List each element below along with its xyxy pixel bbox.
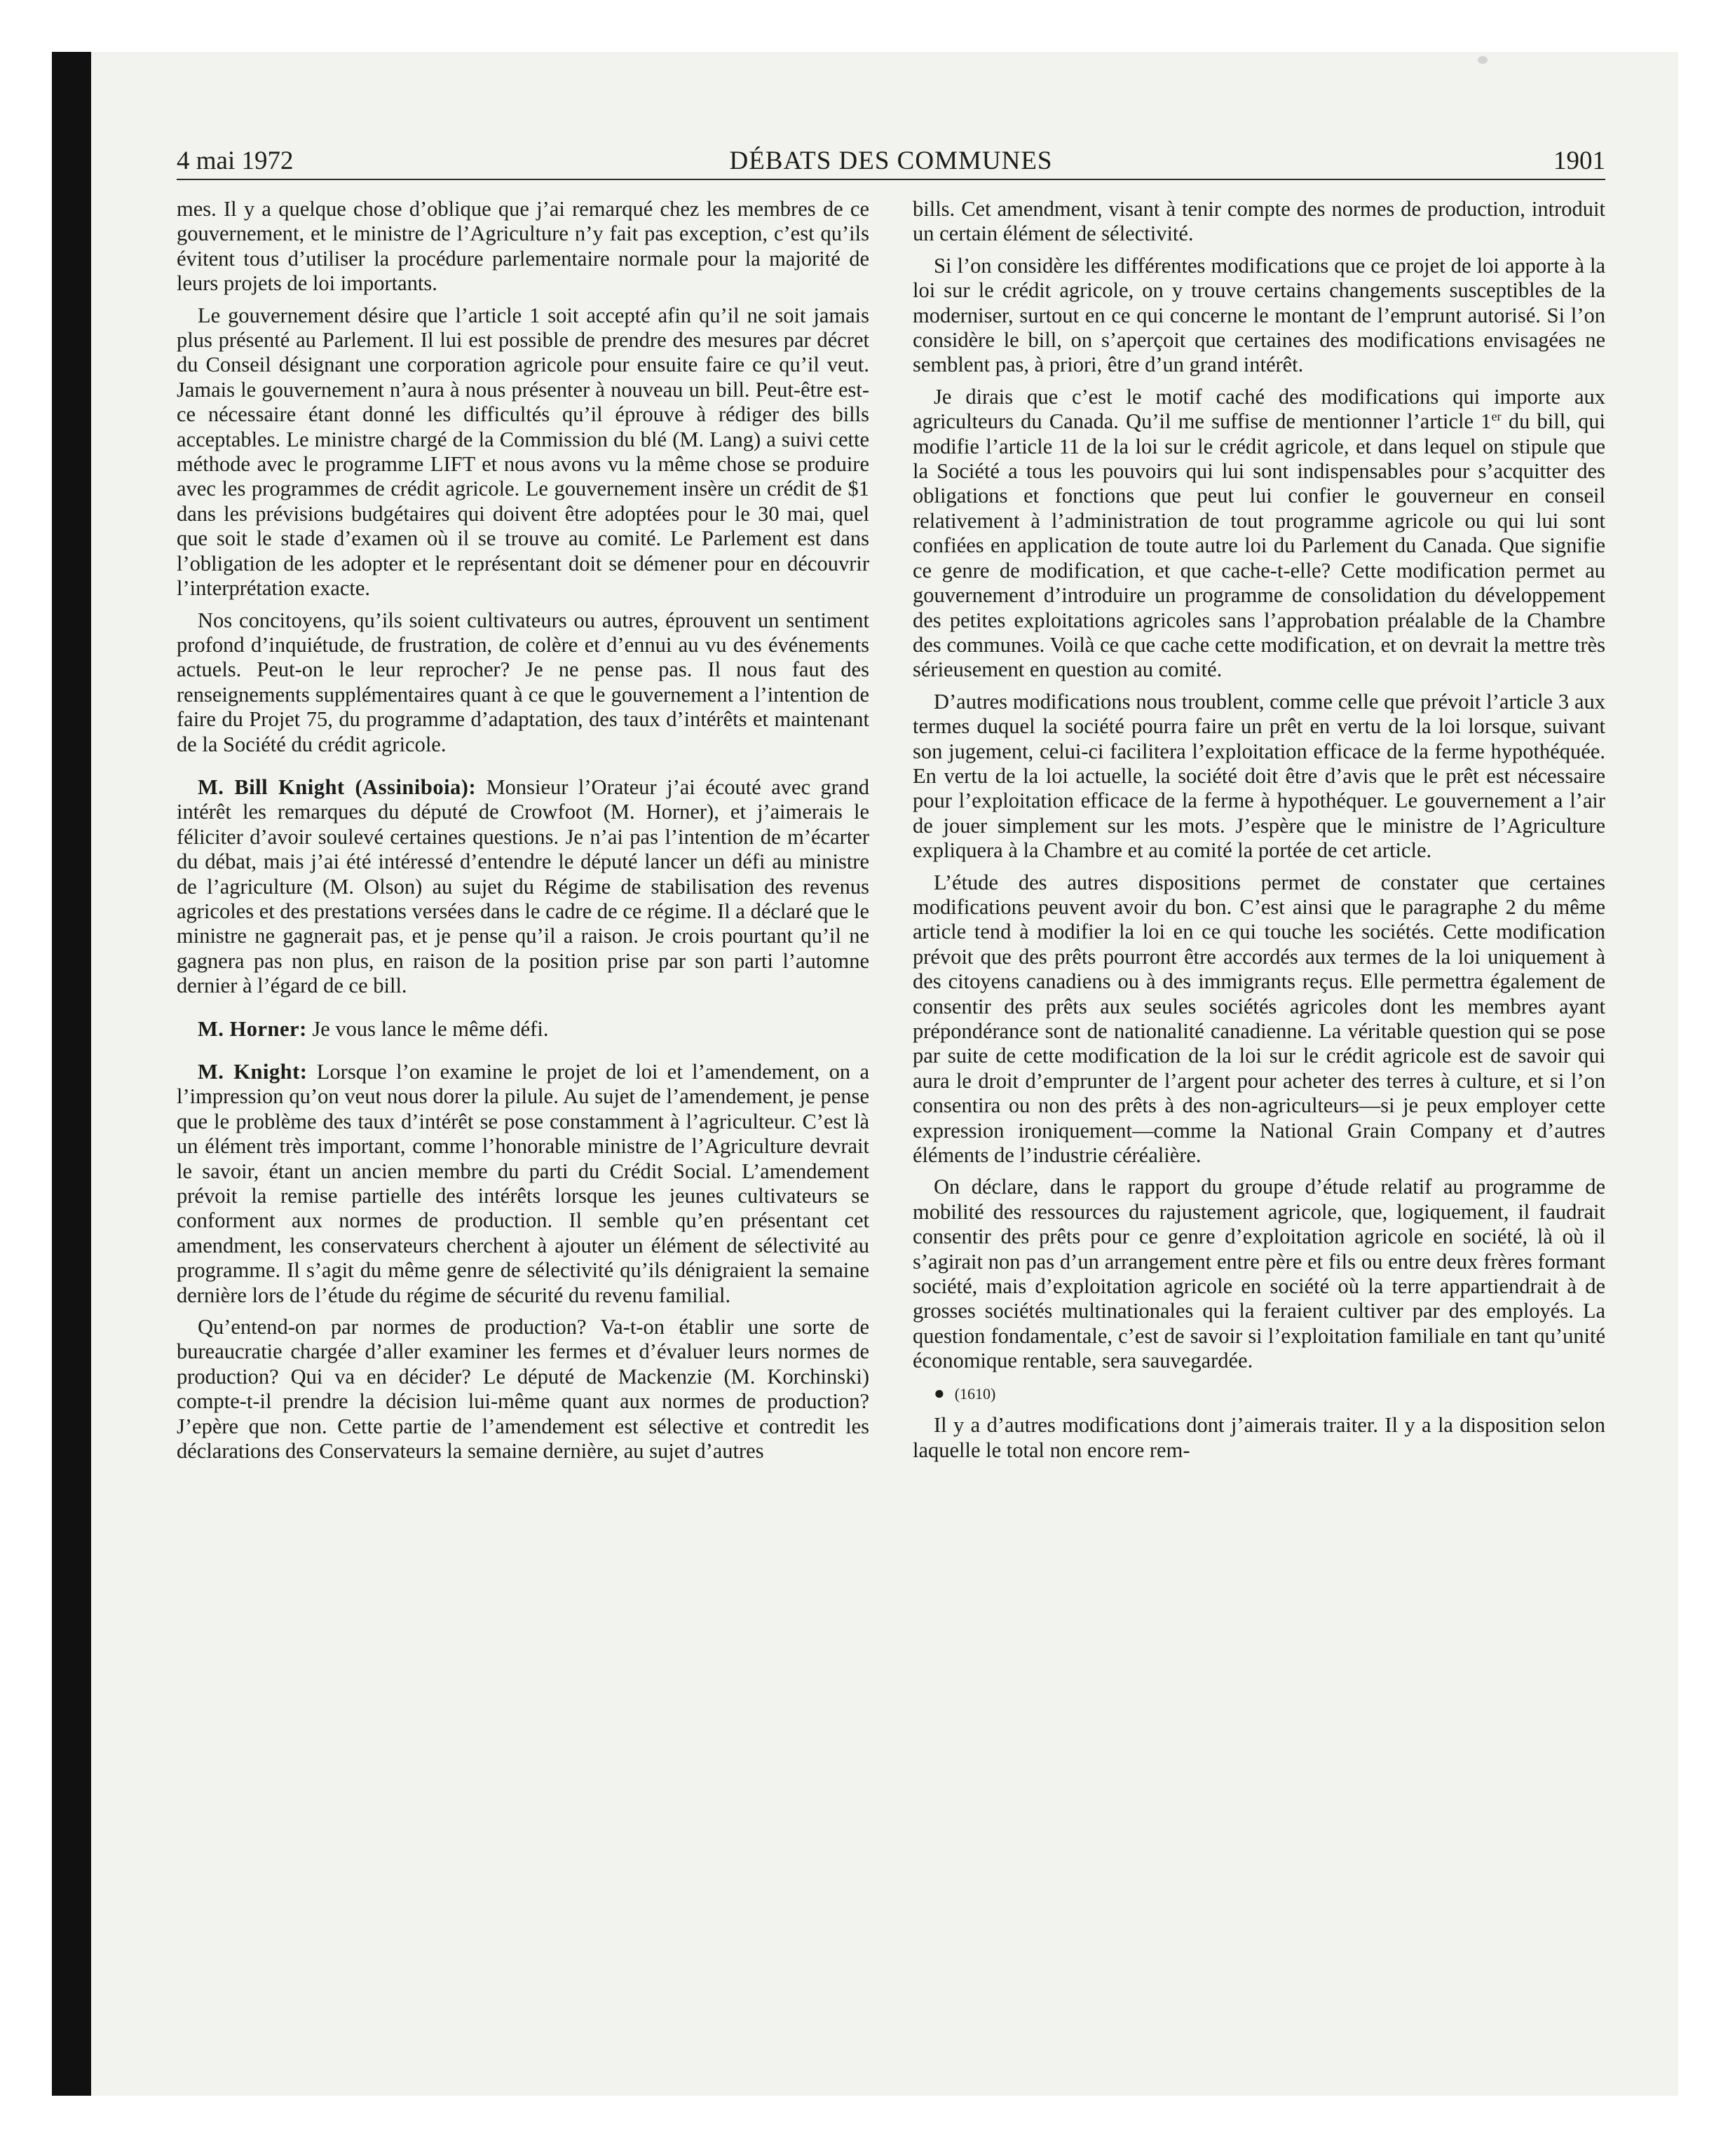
scan-edge-bar xyxy=(52,52,91,2096)
time-marker xyxy=(913,1381,1605,1406)
paragraph xyxy=(913,385,1605,683)
running-head xyxy=(177,144,1605,180)
speech-horner xyxy=(177,1017,869,1042)
left-column xyxy=(177,197,869,1471)
paragraph-text: du bill, qui modifie l’article 11 de la loi sur le crédit agricole, et dans lequel on stipule que la Société a tous les pouvoirs qui lui sont indispensables pour s’acquitter des obligations et fonctions que peut lui confier le gouverneur en conseil relativement à l’administration de tout programme agricole ou qui lui sont confiées en application de toute autre loi du Parlement du Canada. Que signifie ce genre de modification, et que cache-t-elle? Cette modification permet au gouvernement d’introduire un programme de consolidation du développement des petites exploitations agricoles sans l’approbation préalable de la Chambre des communes. Voilà ce que cache cette modification, et on devrait la mettre très sérieusement en question au comité. xyxy=(913,409,1605,682)
speech-knight xyxy=(177,775,869,999)
paragraph: Si l’on considère les différentes modifications que ce projet de loi apporte à la loi sur le crédit agricole, on y trouve certains changements susceptibles de la moderniser, surtout en ce qui concerne le montant de l’emprunt autorisé. Si l’on considère le bill, on s’aperçoit que certaines des modifications envisagées ne semblent pas, à priori, être d’un grand intérêt. xyxy=(913,253,1605,377)
scan-speck xyxy=(1478,56,1488,64)
speech-text: Monsieur l’Orateur j’ai écouté avec grand intérêt les remarques du député de Crowfoot (M. Horner), et j’aimerais le féliciter d’avoir soulevé certaines questions. Je n’ai pas l’intention de m’écarter du débat, mais j’ai été intéressé d’entendre le député lancer un défi au ministre de l’agriculture (M. Olson) au sujet du Régime de stabilisation des revenus agricoles et des prestations versées dans le cadre de ce régime. Il a déclaré que le ministre ne gagnerait pas, et je pense qu’il a raison. Je crois pourtant qu’il ne gagnera pas non plus, en raison de la position prise par son parti l’automne dernier à l’égard de ce bill. xyxy=(177,775,869,998)
speaker-name: M. Knight: xyxy=(198,1060,308,1084)
speech-knight-reply xyxy=(177,1060,869,1308)
superscript: er xyxy=(1491,409,1502,424)
paragraph: bills. Cet amendment, visant à tenir compte des normes de production, introduit un certain élément de sélectivité. xyxy=(913,197,1605,246)
paragraph-text: Je dirais que c’est le motif caché des modifications qui importe aux agriculteurs du Canada. Qu’il me suffise de mentionner l’article 1 xyxy=(913,384,1605,434)
paragraph: Qu’entend-on par normes de production? Va-t-on établir une sorte de bureaucratie chargée d’aller examiner les fermes et d’évaluer leurs normes de production? Qui va en décider? Le député de Mackenzie (M. Korchinski) compte-t-il prendre la décision lui-même quant aux normes de production? J’epère que non. Cette partie de l’amendement est sélective et contredit les déclarations des Conservateurs la semaine dernière, au sujet d’autres xyxy=(177,1315,869,1464)
header-title: DÉBATS DES COMMUNES xyxy=(729,146,1053,175)
speech-text: Lorsque l’on examine le projet de loi et l’amendement, on a l’impression qu’on veut nous dorer la pilule. Au sujet de l’amendement, je pense que le problème des taux d’intérêt se pose constamment à l’agriculteur. C’est là un élément très important, comme l’honorable ministre de l’Agriculture devrait le savoir, étant un ancien membre du parti du Crédit Social. L’amendement prévoit la remise partielle des intérêts lorsque les jeunes cultivateurs se conforment aux normes de production. Il semble qu’en présentant cet amendment, les conservateurs cherchent à ajouter un élément de sélectivité au programme. Il s’agit du même genre de sélectivité qu’ils dénigraient la semaine dernière lors de l’étude du régime de sécurité du revenu familial. xyxy=(177,1060,869,1307)
bullet-icon: ● xyxy=(934,1382,945,1403)
paragraph: Il y a d’autres modifications dont j’aimerais traiter. Il y a la disposition selon laquelle le total non encore rem- xyxy=(913,1413,1605,1462)
paragraph: D’autres modifications nous troublent, comme celle que prévoit l’article 3 aux termes duquel la société pourra faire un prêt en vertu de la loi lorsque, suivant son jugement, celui-ci facilitera l’exploitation efficace de la ferme hypothéquée. En vertu de la loi actuelle, la société doit être d’avis que le prêt est nécessaire pour l’exploitation efficace de la ferme à hypothéquer. Le gouvernement a l’air de jouer simplement sur les mots. J’espère que le ministre de l’Agriculture expliquera à la Chambre et au comité la portée de cet article. xyxy=(913,689,1605,863)
paragraph: Nos concitoyens, qu’ils soient cultivateurs ou autres, éprouvent un sentiment profond d’inquiétude, de frustration, de colère et d’ennui au vu des événements actuels. Peut-on le leur reprocher? Je ne pense pas. Il nous faut des renseignements supplémentaires quant à ce que le gouvernement a l’intention de faire du Projet 75, du programme d’adaptation, des taux d’intérêts et maintenant de la Société du crédit agricole. xyxy=(177,608,869,756)
right-column xyxy=(913,197,1605,1471)
speech-text: Je vous lance le même défi. xyxy=(306,1016,549,1041)
header-date: 4 mai 1972 xyxy=(177,146,294,175)
time-stamp: (1610) xyxy=(954,1384,996,1403)
paragraph: Le gouvernement désire que l’article 1 soit accepté afin qu’il ne soit jamais plus présenté au Parlement. Il lui est possible de prendre des mesures par décret du Conseil désignant une corporation agricole pour ensuite faire ce qu’il veut. Jamais le gouvernement n’aura à nous présenter à nouveau un bill. Peut-être est-ce nécessaire étant donné les difficultés qu’il éprouve à rédiger des bills acceptables. Le ministre chargé de la Commission du blé (M. Lang) a suivi cette méthode avec le programme LIFT et nous avons vu la même chose se produire avec les programmes de crédit agricole. Le gouvernement insère un crédit de $1 dans les prévisions budgétaires qui doivent être adoptées pour le 30 mai, quel que soit le stade d’examen où il se trouve au comité. Le Parlement est dans l’obligation de les adopter et le représentant doit se démener pour en découvrir l’interprétation exacte. xyxy=(177,303,869,601)
text-columns xyxy=(177,197,1605,1471)
speaker-name: M. Bill Knight (Assiniboia): xyxy=(198,775,477,799)
hansard-page xyxy=(177,144,1605,1471)
paragraph: mes. Il y a quelque chose d’oblique que j’ai remarqué chez les membres de ce gouvernement, et le ministre de l’Agriculture n’y fait pas exception, c’est qu’ils évitent tous d’utiliser la procédure parlementaire normale pour la majorité de leurs projets de loi importants. xyxy=(177,197,869,296)
speaker-name: M. Horner: xyxy=(198,1016,307,1041)
paragraph: On déclare, dans le rapport du groupe d’étude relatif au programme de mobilité des ressources du rajustement agricole, que, logiquement, il faudrait consentir des prêts pour ce genre d’exploitation agricole en société, là où il s’agirait non pas d’un arrangement entre père et fils ou entre deux frères formant société, mais d’exploitation agricole en société où la terre appartiendrait à de grosses sociétés multinationales qui la feraient cultiver par des employés. La question fondamentale, c’est de savoir si l’exploitation familiale en tant qu’unité économique rentable, sera sauvegardée. xyxy=(913,1175,1605,1373)
paragraph: L’étude des autres dispositions permet de constater que certaines modifications peuvent avoir du bon. C’est ainsi que le paragraphe 2 du même article tend à modifier la loi en ce qui touche les sociétés. Cette modification prévoit que des prêts pourront être accordés aux termes de la loi uniquement à des citoyens canadiens ou à des immigrants reçus. Elle permettra également de consentir des prêts aux seules sociétés agricoles dont les membres ayant prépondérance sont de nationalité canadienne. La véritable question qui se pose par suite de cette modification de la loi sur le crédit agricole est de savoir qui aura le droit d’emprunter de l’argent pour acheter des terres à culture, et si l’on consentira ou non des prêts à des non-agriculteurs—si je peux employer cette expression ironiquement—comme la National Grain Company et d’autres éléments de l’industrie céréalière. xyxy=(913,870,1605,1168)
header-page-number: 1901 xyxy=(1553,146,1605,175)
